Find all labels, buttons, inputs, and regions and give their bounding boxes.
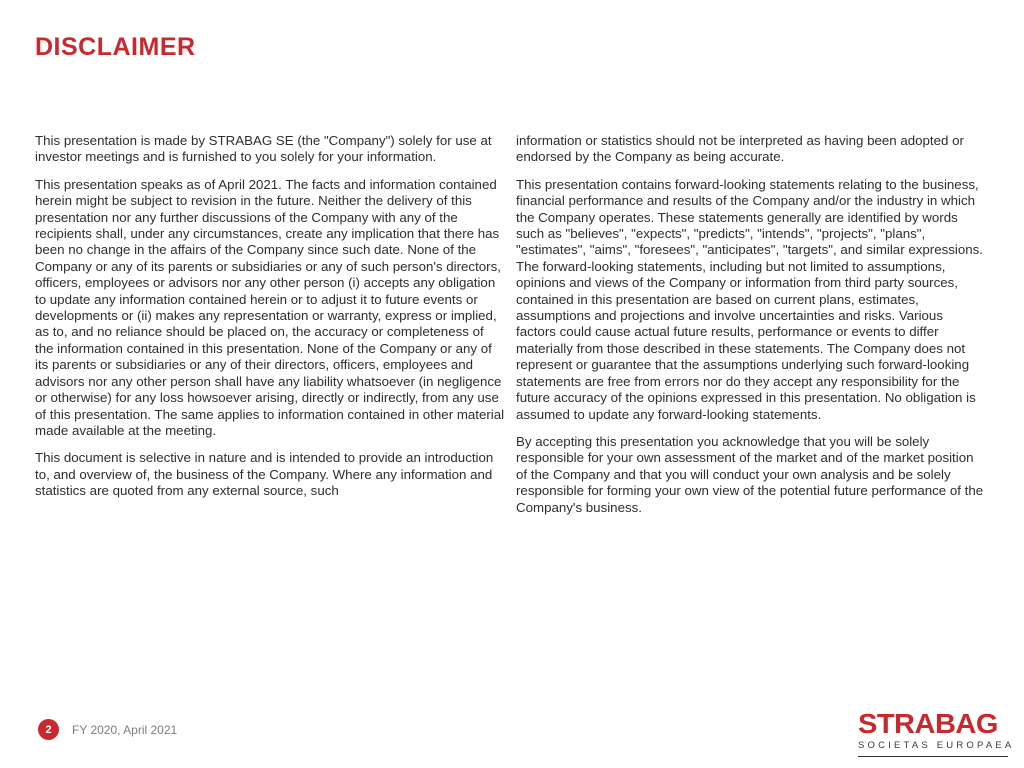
page-title: DISCLAIMER [35, 33, 196, 61]
body-text [35, 133, 986, 527]
paragraph-left-3: This document is selective in nature and is intended to provide an introduction to, and overview of, the business of the Company. Where any information and statistics are quoted from any external source, such [35, 450, 494, 499]
paragraph-right-2: This presentation contains forward-looking statements relating to the business, financial performance and results of the Company and/or the industry in which the Company operates. These statements generally are identified by words such as "believes", "expects", "predicts", "intends", "projects", "plans", "estimates", "aims", "foresees", "anticipates", "targets", and similar expressions. The forward-looking statements, including but not limited to assumptions, opinions and views of the Company or information from third party sources, contained in this presentation are based on current plans, estimates, assumptions and projections and involve uncertainties and risks. Various factors could cause actual future results, performance or events to differ materially from those described in these statements. The Company does not represent or guarantee that the assumptions underlying such forward-looking statements are free from errors nor do they accept any responsibility for the future accuracy of the opinions expressed in this presentation. No obligation is assumed to update any forward-looking statements. [516, 176, 983, 422]
strabag-logo-subtitle: SOCIETAS EUROPAEA [858, 740, 1015, 751]
paragraph-left-1: This presentation is made by STRABAG SE (the "Company") solely for use at investor meetings and is furnished to you solely for your information. [35, 133, 492, 165]
strabag-logo [858, 709, 1015, 757]
text-column-right [516, 133, 986, 527]
paragraph-right-1: information or statistics should not be interpreted as having been adopted or endorsed by the Company as being accurate. [516, 133, 964, 165]
page-number-badge: 2 [38, 719, 59, 740]
footer-caption: FY 2020, April 2021 [72, 723, 178, 737]
text-column-left [35, 133, 505, 527]
strabag-logo-rule [858, 756, 1008, 757]
paragraph-right-3: By accepting this presentation you acknowledge that you will be solely responsible for your own assessment of the market and of the market position of the Company and that you will conduct your own analysis and be solely responsible for forming your own view of the potential future performance of the Company's business. [516, 433, 984, 515]
slide-footer [0, 708, 1024, 768]
paragraph-left-2: This presentation speaks as of April 2021. The facts and information contained herein might be subject to revision in the future. Neither the delivery of this presentation nor any further discussions of the Company with any of the recipients shall, under any circumstances, create any implication that there has been no change in the affairs of the Company since such date. None of the Company or any of its parents or subsidiaries or any of such person's directors, officers, employees or advisors nor any other person (i) accepts any obligation to update any information contained herein or to adjust it to future events or developments or (ii) makes any representation or warranty, express or implied, as to, and no reliance should be placed on, the accuracy or completeness of the information contained in this presentation. None of the Company or any of its parents or subsidiaries or any of their directors, officers, employees and advisors nor any other person shall have any liability whatsoever (in negligence or otherwise) for any loss howsoever arising, directly or indirectly, from any use of this presentation. The same applies to information contained in other material made available at the meeting. [35, 176, 505, 438]
strabag-logo-wordmark: STRABAG [858, 709, 998, 740]
